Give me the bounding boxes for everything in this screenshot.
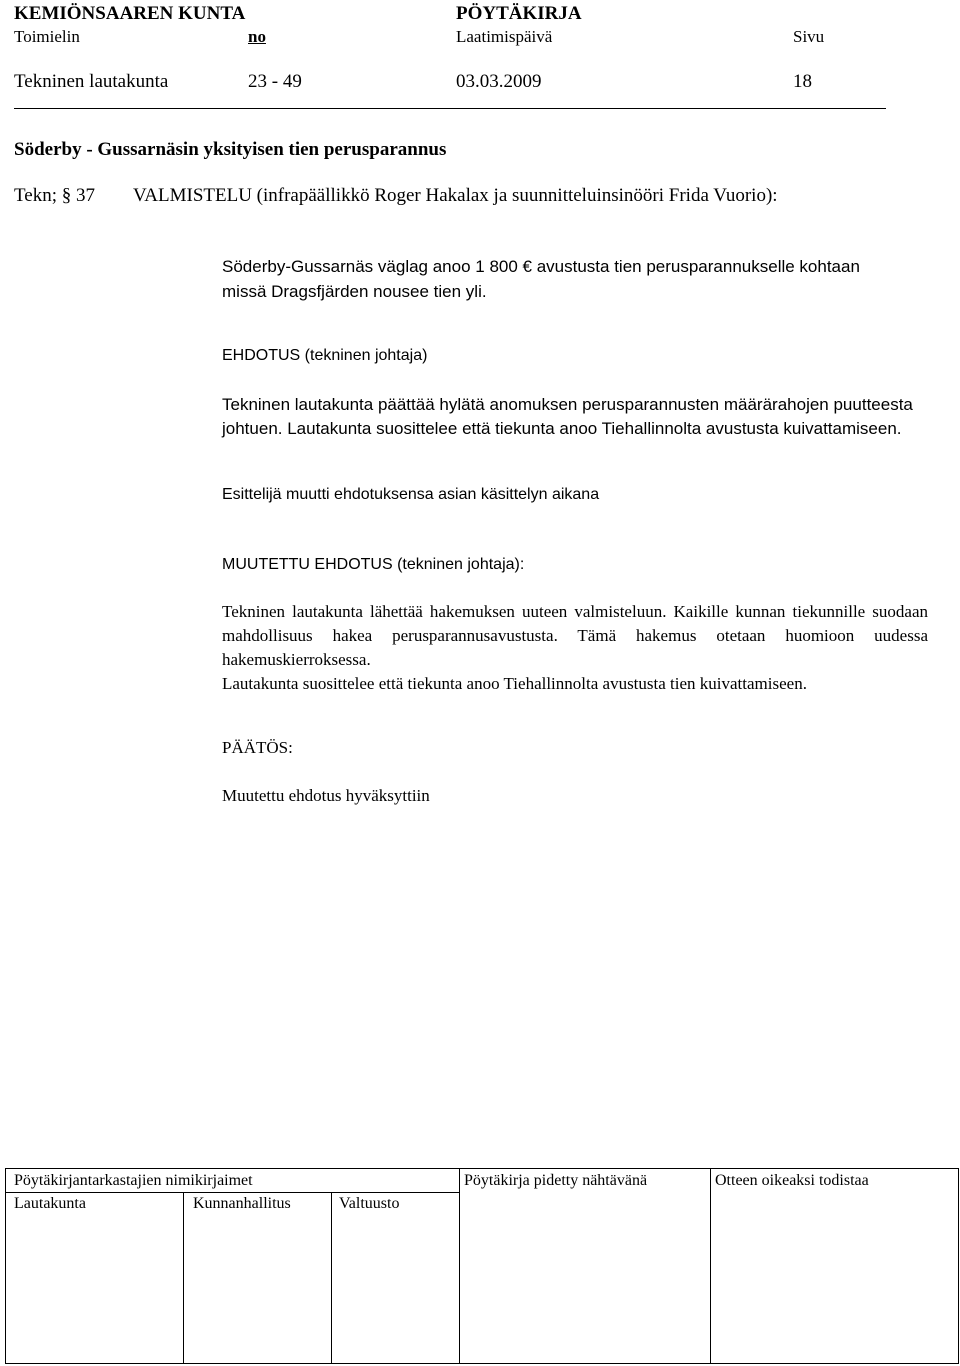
amended-proposal-heading: MUUTETTU EHDOTUS (tekninen johtaja): [222, 556, 525, 573]
board-column-label: Lautakunta [14, 1195, 86, 1212]
label-page: Sivu [793, 27, 825, 46]
decision-heading: PÄÄTÖS: [222, 738, 293, 757]
section-reference: Tekn; § 37 [14, 185, 95, 206]
board-column [5, 1192, 184, 1364]
header-rule [14, 108, 886, 109]
document-type: PÖYTÄKIRJA [456, 3, 582, 24]
preparation-heading: VALMISTELU (infrapäällikkö Roger Hakalax ja suunnitteluinsinööri Frida Vuorio): [133, 185, 778, 206]
amended-proposal-text-2: Lautakunta suosittelee että tiekunta anoo Tiehallinnolta avustusta tien kuivattamiseen. [222, 674, 807, 693]
certified-label: Otteen oikeaksi todistaa [715, 1172, 869, 1189]
label-number: no [248, 27, 266, 46]
council-column [331, 1192, 460, 1364]
presenter-note: Esittelijä muutti ehdotuksensa asian käsittelyn aikana [222, 486, 600, 503]
proposal-text: Tekninen lautakunta päättää hylätä anomuksen perusparannusten määrärahojen puutteesta johtuen. Lautakunta suosittelee että tiekunta anoo Tiehallinnolta avustusta kuivattamiseen. [222, 395, 913, 438]
meeting-body: Tekninen lautakunta [14, 71, 169, 92]
council-board-column-label: Kunnanhallitus [193, 1195, 291, 1212]
application-text: Söderby-Gussarnäs väglag anoo 1 800 € avustusta tien perusparannukselle kohtaan missä Dragsfjärden nousee tien yli. [222, 257, 860, 301]
council-board-column [183, 1192, 332, 1364]
municipality-name: KEMIÖNSAAREN KUNTA [14, 3, 246, 24]
decision-text: Muutettu ehdotus hyväksyttiin [222, 786, 430, 805]
certified-cell [710, 1168, 959, 1364]
amended-proposal-text: Tekninen lautakunta lähettää hakemuksen uuteen valmisteluun. Kaikille kunnan tiekunnille suodaan mahdollisuus hakea perusparannusavustusta. Tämä hakemus otetaan huomioon uudessa hakemuskierroksessa. [222, 602, 928, 669]
meeting-date: 03.03.2009 [456, 71, 542, 92]
council-column-label: Valtuusto [339, 1195, 400, 1212]
footer-signature-table [5, 1168, 959, 1364]
displayed-cell [459, 1168, 711, 1364]
page-number: 18 [793, 71, 812, 92]
meeting-number: 23 - 49 [248, 71, 302, 92]
initials-label: Pöytäkirjantarkastajien nimikirjaimet [14, 1172, 253, 1189]
section-title: Söderby - Gussarnäsin yksityisen tien perusparannus [14, 139, 447, 160]
label-date: Laatimispäivä [456, 27, 553, 46]
label-body: Toimielin [14, 27, 80, 46]
displayed-label: Pöytäkirja pidetty nähtävänä [464, 1172, 648, 1189]
proposal-heading: EHDOTUS (tekninen johtaja) [222, 347, 428, 364]
